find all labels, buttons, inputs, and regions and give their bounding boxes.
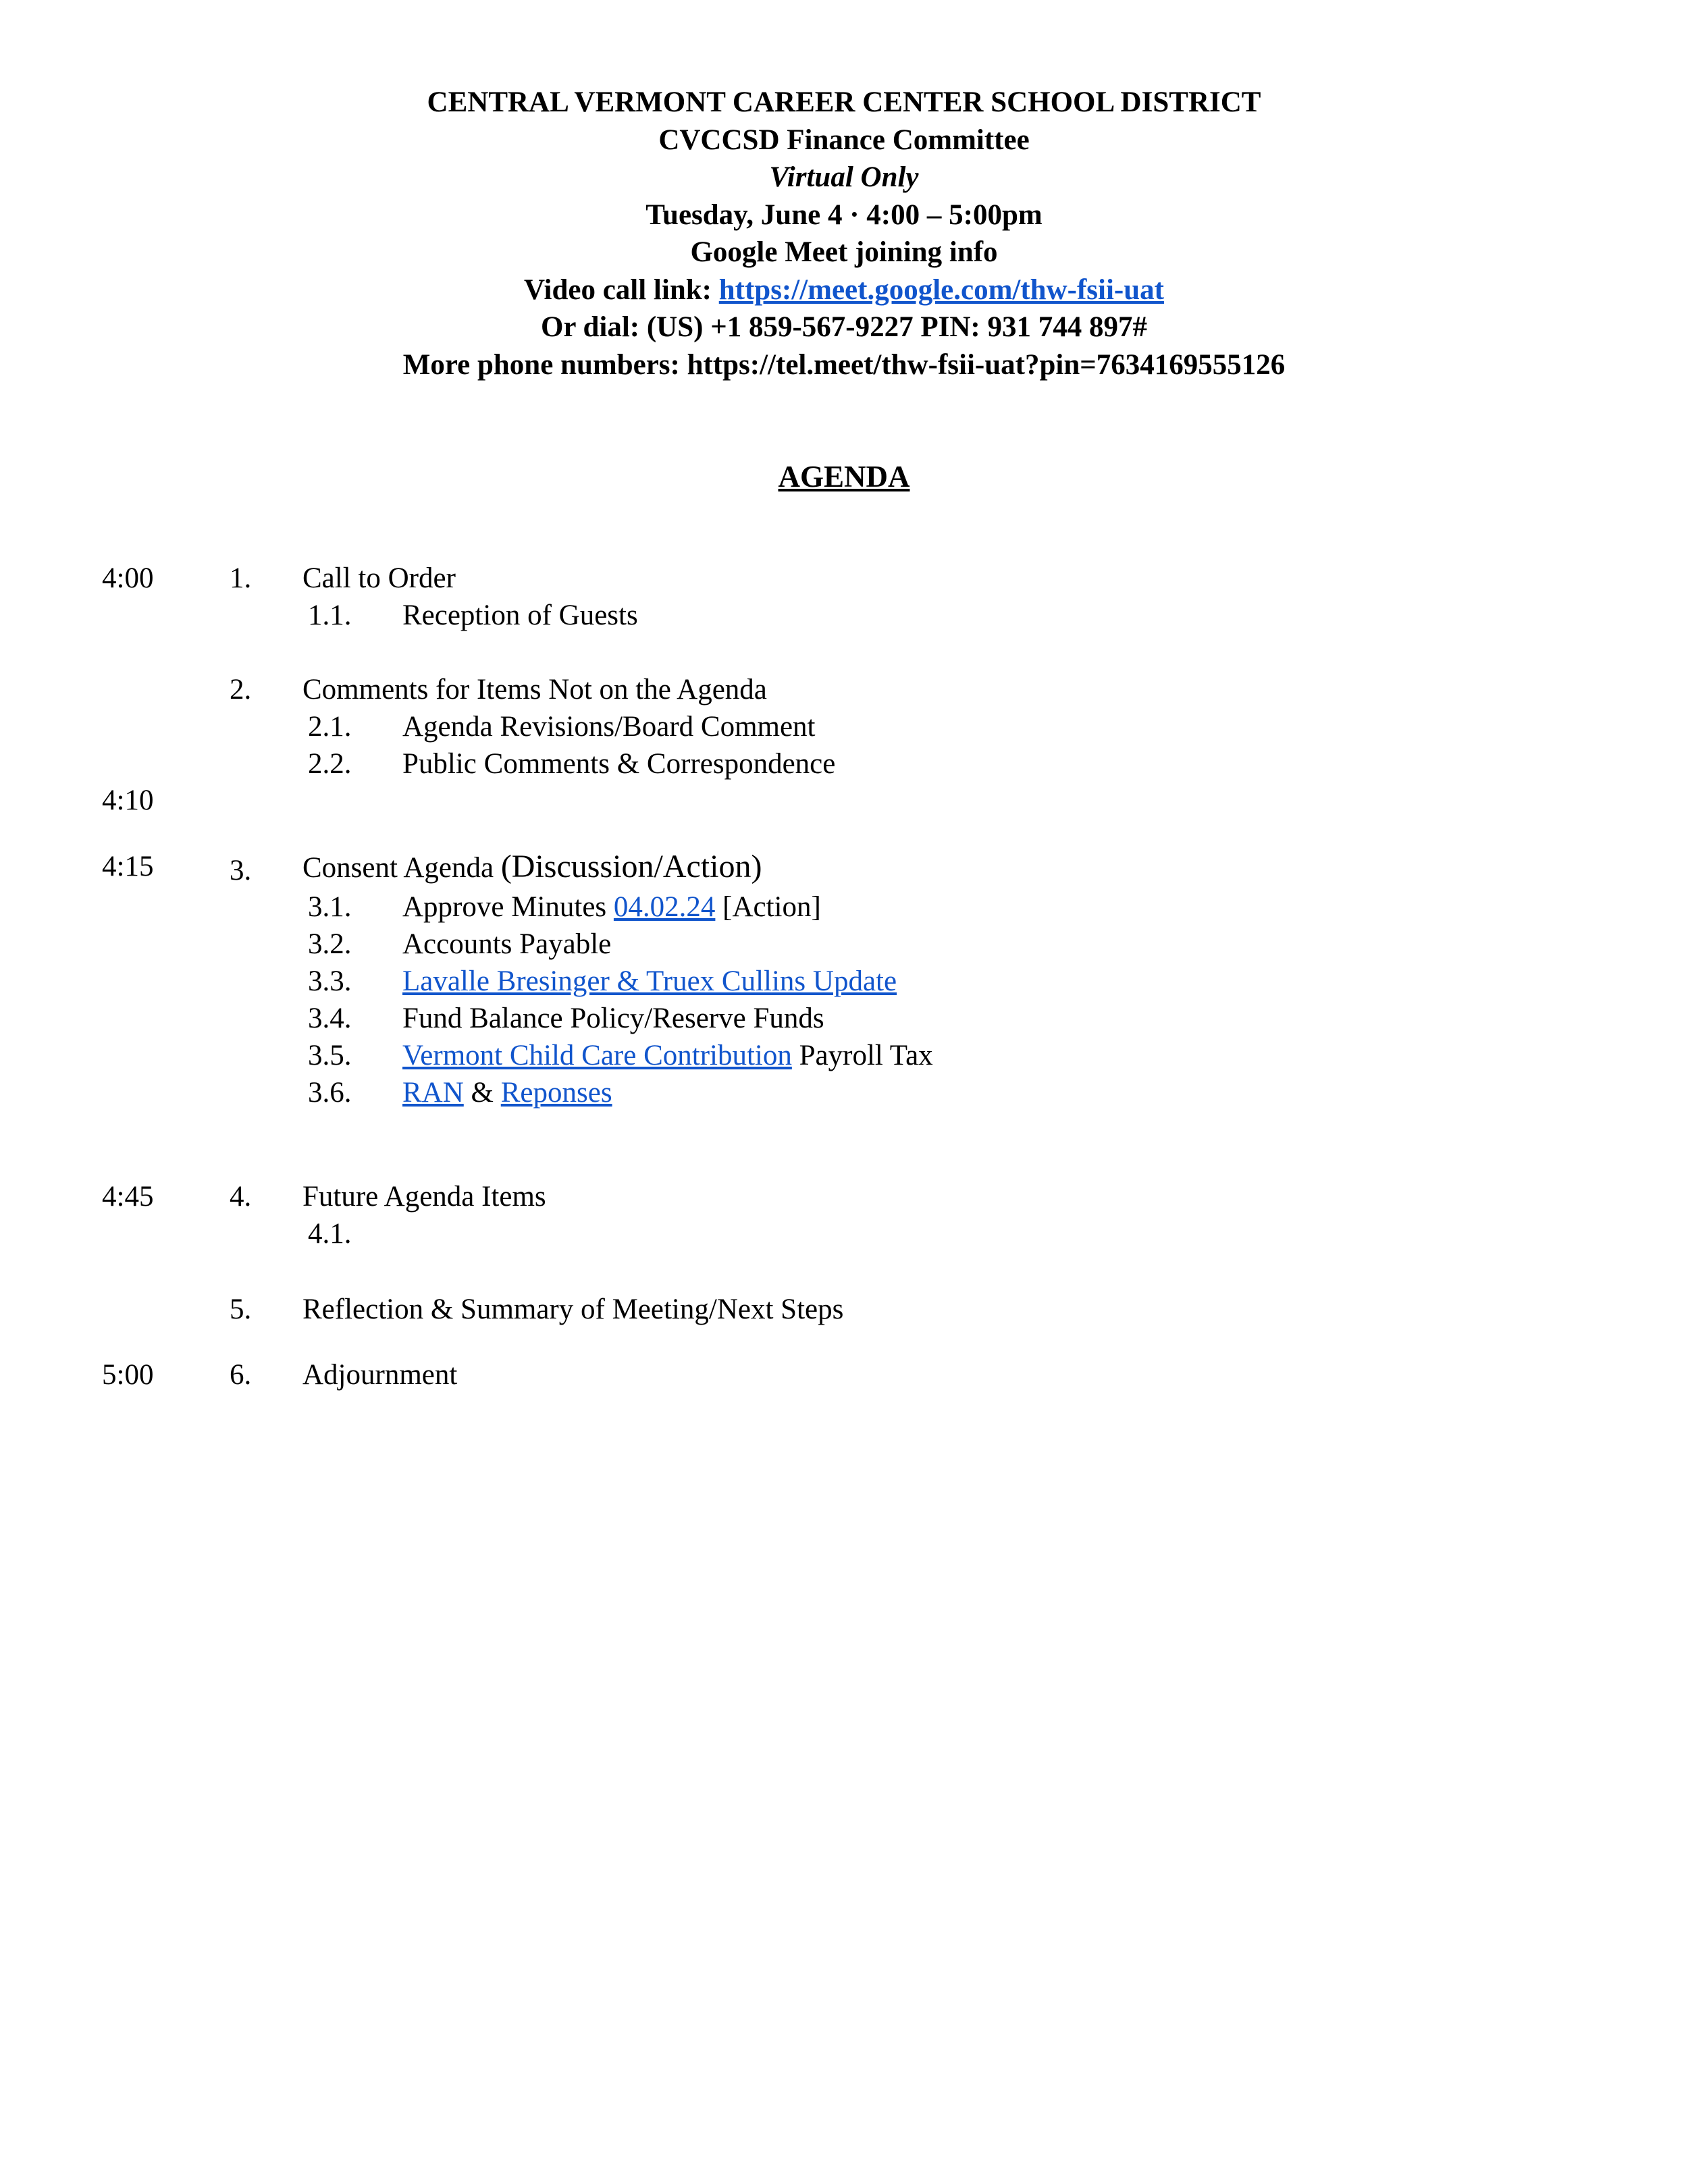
item-number: 1. — [230, 562, 252, 594]
item-time: 4:15 — [102, 851, 154, 882]
child-care-contribution-link[interactable]: Vermont Child Care Contribution — [402, 1040, 792, 1071]
subitem-number: 3.4. — [308, 1003, 352, 1034]
item-text-action: (Discussion/Action) — [500, 849, 762, 884]
item-time: 5:00 — [102, 1359, 154, 1391]
agenda-item-3-4 — [0, 1000, 1688, 1038]
video-call-label: Video call link: — [524, 273, 719, 306]
subitem-text: Agenda Revisions/Board Comment — [402, 711, 816, 743]
subitem-text: Fund Balance Policy/Reserve Funds — [402, 1003, 824, 1034]
subitem-text: Reception of Guests — [402, 600, 638, 631]
subitem-text — [402, 888, 821, 926]
subitem-number: 2.1. — [308, 711, 352, 743]
item-text: Call to Order — [302, 562, 456, 594]
meet-info-heading: Google Meet joining info — [690, 236, 998, 268]
item-time: 4:00 — [102, 562, 154, 594]
item-text: Future Agenda Items — [302, 1181, 546, 1213]
video-call-link[interactable]: https://meet.google.com/thw-fsii-uat — [718, 273, 1164, 306]
subitem-number: 1.1. — [308, 600, 352, 631]
minutes-link[interactable]: 04.02.24 — [613, 891, 716, 923]
item-text — [302, 848, 762, 887]
meeting-mode: Virtual Only — [769, 161, 919, 193]
subitem-number: 3.3. — [308, 965, 352, 997]
agenda-title: AGENDA — [778, 460, 910, 494]
meeting-date-time: Tuesday, June 4 · 4:00 – 5:00pm — [645, 198, 1043, 231]
subitem-number: 3.2. — [308, 928, 352, 960]
agenda-item-1-1 — [0, 597, 1688, 635]
item-number: 2. — [230, 674, 252, 705]
agenda-item-6 — [0, 1356, 1688, 1394]
subitem-text: Public Comments & Correspondence — [402, 748, 836, 780]
subitem-text: Accounts Payable — [402, 928, 612, 960]
item-time: 4:10 — [102, 784, 154, 816]
subitem-text — [402, 1074, 612, 1112]
ran-link[interactable]: RAN — [402, 1077, 464, 1109]
agenda-item-3-2 — [0, 926, 1688, 963]
item-number: 3. — [230, 855, 252, 886]
item-text: Adjournment — [302, 1359, 458, 1391]
agenda-item-2-2 — [0, 745, 1688, 783]
subitem-text-main: Approve Minutes — [402, 891, 614, 923]
subitem-number: 2.2. — [308, 748, 352, 780]
subitem-text — [402, 1037, 933, 1075]
agenda-item-2 — [0, 671, 1688, 709]
subitem-number: 3.6. — [308, 1077, 352, 1109]
agenda-item-2-1 — [0, 708, 1688, 746]
agenda-item-3-3 — [0, 963, 1688, 1001]
agenda-item-4-1 — [0, 1215, 1688, 1253]
agenda-item-3-5 — [0, 1037, 1688, 1075]
district-name: CENTRAL VERMONT CAREER CENTER SCHOOL DISTRICT — [427, 86, 1261, 118]
agenda-item-3 — [0, 848, 1688, 886]
item-time: 4:45 — [102, 1181, 154, 1213]
agenda-item-3-1 — [0, 888, 1688, 926]
agenda-item-5 — [0, 1291, 1688, 1329]
subitem-suffix: [Action] — [715, 891, 821, 923]
subitem-suffix: Payroll Tax — [791, 1040, 933, 1071]
item-text: Reflection & Summary of Meeting/Next Steps — [302, 1294, 844, 1325]
agenda-item-3-6 — [0, 1074, 1688, 1112]
video-call-line — [0, 271, 1688, 309]
lavalle-update-link[interactable]: Lavalle Bresinger & Truex Cullins Update — [402, 965, 897, 997]
item-number: 5. — [230, 1294, 252, 1325]
committee-name: CVCCSD Finance Committee — [658, 124, 1030, 156]
meeting-header — [0, 84, 1688, 383]
time-marker-410 — [0, 782, 1688, 820]
subitem-number: 3.5. — [308, 1040, 352, 1071]
item-text: Comments for Items Not on the Agenda — [302, 674, 767, 705]
item-number: 6. — [230, 1359, 252, 1391]
agenda-item-4 — [0, 1178, 1688, 1216]
subitem-number: 3.1. — [308, 891, 352, 923]
subitem-number: 4.1. — [308, 1218, 352, 1250]
more-phone-numbers: More phone numbers: https://tel.meet/thw-fsii-uat?pin=7634169555126 — [402, 348, 1286, 381]
item-text-main: Consent Agenda — [302, 852, 501, 884]
dial-in-line: Or dial: (US) +1 859-567-9227 PIN: 931 744 897# — [540, 311, 1147, 343]
item-number: 4. — [230, 1181, 252, 1213]
reponses-link[interactable]: Reponses — [500, 1077, 612, 1109]
subitem-separator: & — [463, 1077, 501, 1109]
agenda-item-1 — [0, 560, 1688, 597]
